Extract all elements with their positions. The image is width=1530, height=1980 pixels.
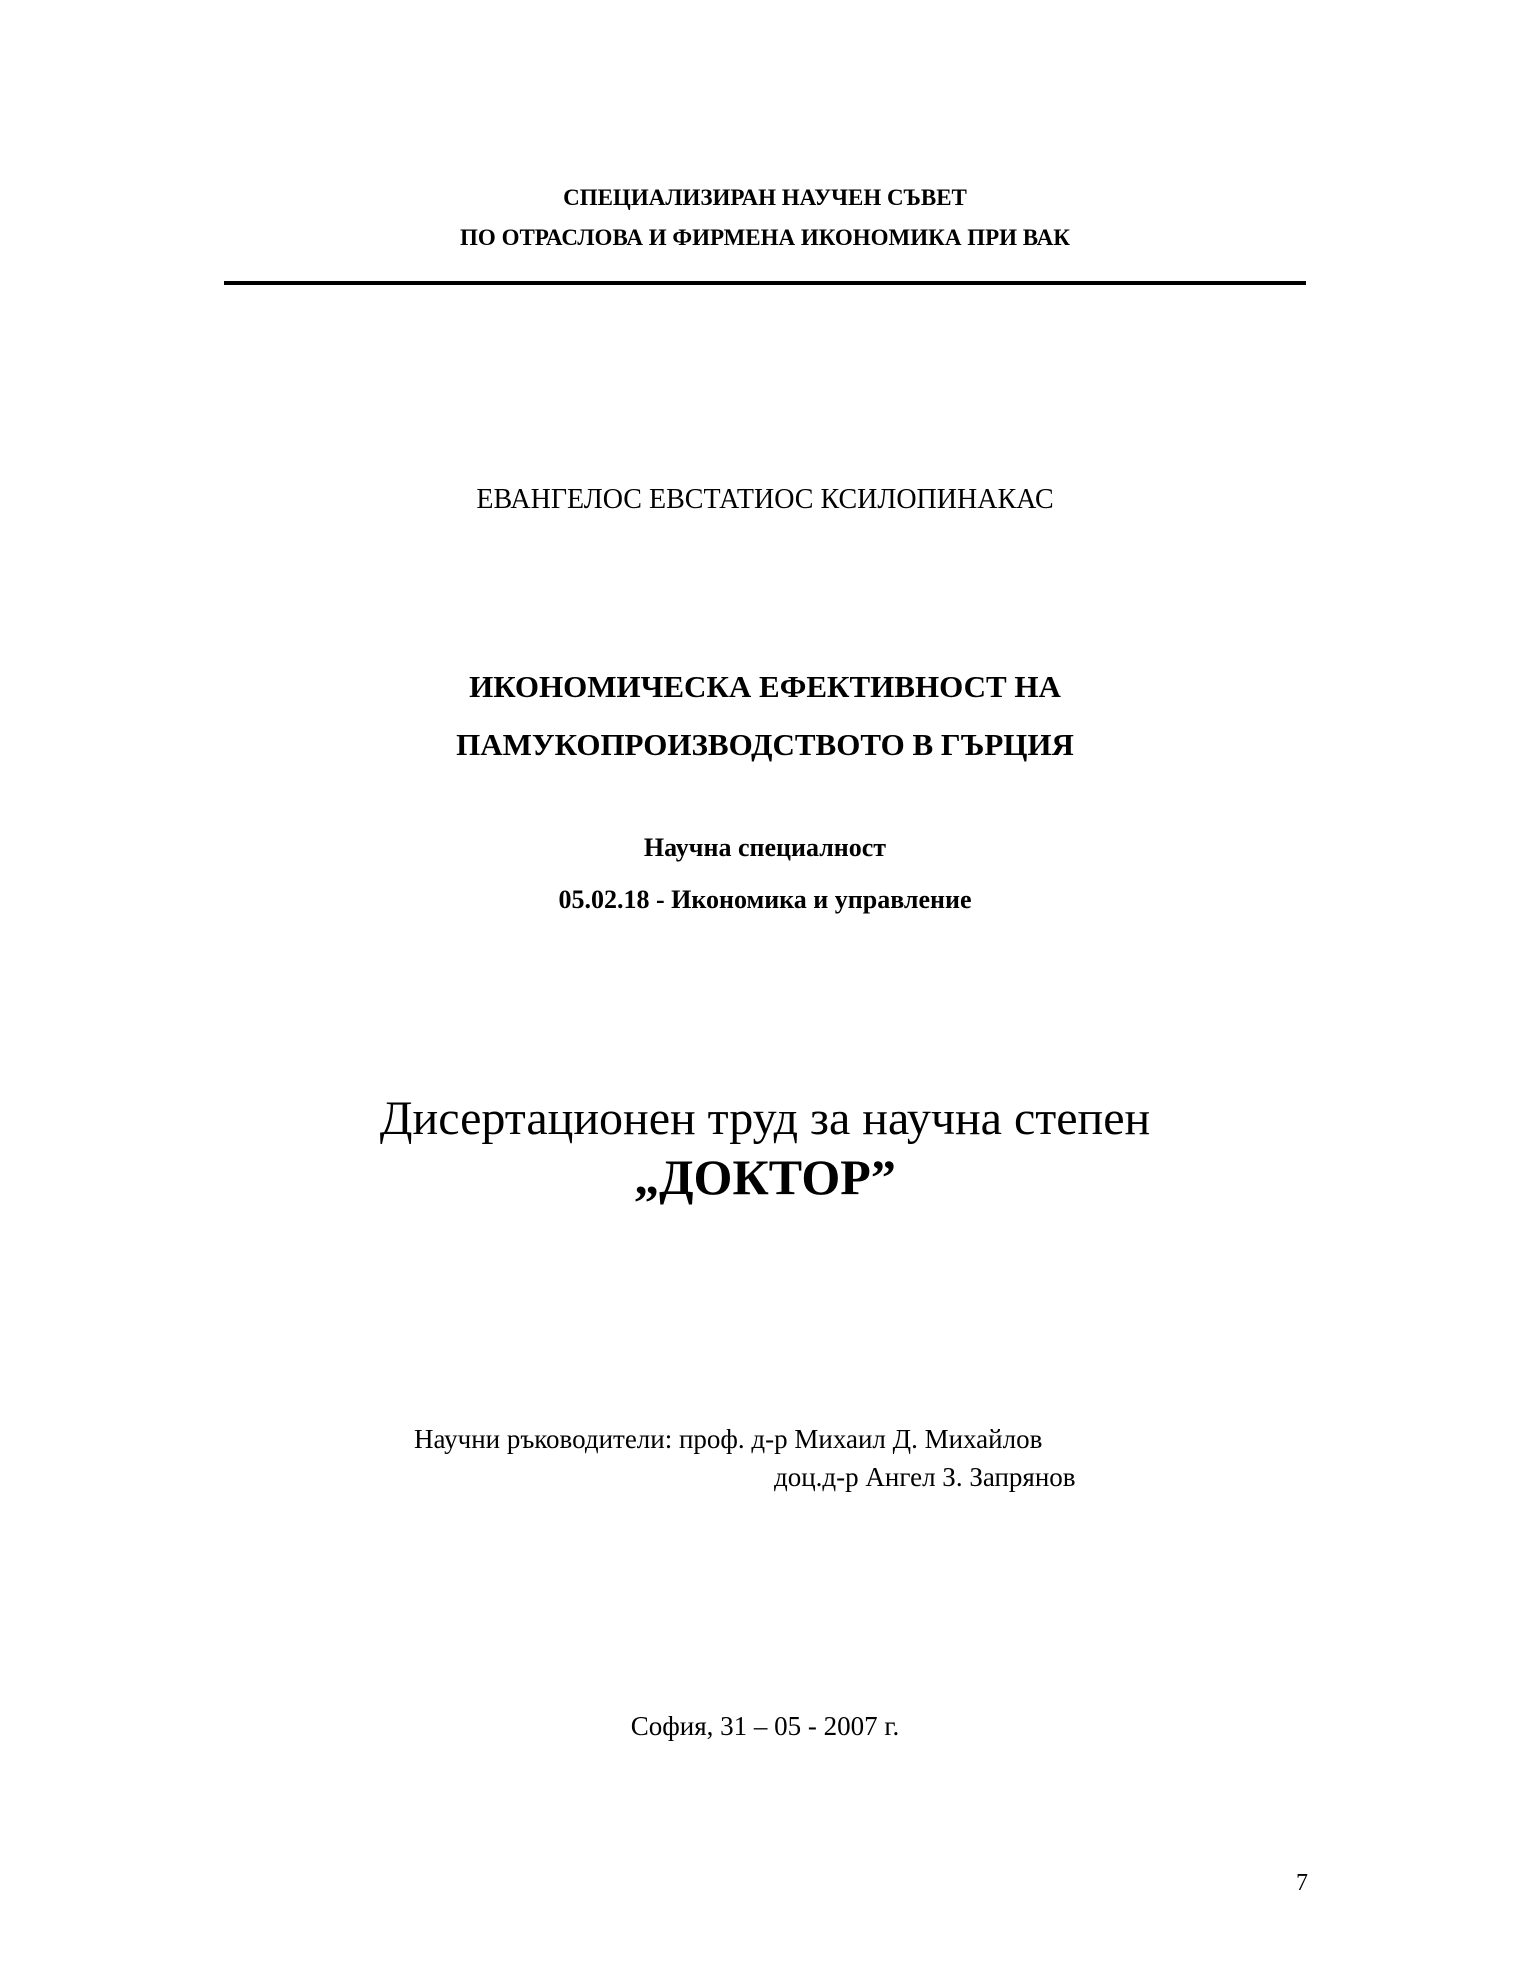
page-number: 7 xyxy=(1296,1870,1308,1896)
supervisors-block xyxy=(414,1420,1076,1496)
degree-name: „ДОКТОР” xyxy=(634,1149,896,1205)
dissertation-line-1: Дисертационен труд за научна степен xyxy=(379,1092,1151,1145)
title-line-1: ИКОНОМИЧЕСКА ЕФЕКТИВНОСТ НА xyxy=(469,669,1061,704)
supervisors-line-2: доц.д-р Ангел З. Запрянов xyxy=(774,1462,1076,1492)
council-line-1: СПЕЦИАЛИЗИРАН НАУЧЕН СЪВЕТ xyxy=(563,185,967,210)
council-header xyxy=(0,178,1530,258)
header-divider xyxy=(224,281,1306,285)
specialty-label: Научна специалност xyxy=(643,833,887,862)
council-line-2: ПО ОТРАСЛОВА И ФИРМЕНА ИКОНОМИКА ПРИ ВАК xyxy=(460,225,1070,250)
title-line-2: ПАМУКОПРОИЗВОДСТВОТО В ГЪРЦИЯ xyxy=(456,727,1074,762)
dissertation-title xyxy=(0,658,1530,774)
specialty-code: 05.02.18 - Икономика и управление xyxy=(558,885,972,914)
supervisors-line-1: Научни ръководители: проф. д-р Михаил Д. Михайлов xyxy=(414,1424,1043,1454)
author-name: ЕВАНГЕЛОС ЕВСТАТИОС КСИЛОПИНАКАС xyxy=(476,484,1054,515)
place-date: София, 31 – 05 - 2007 г. xyxy=(630,1711,900,1741)
dissertation-statement xyxy=(0,1090,1530,1206)
scientific-specialty xyxy=(0,822,1530,926)
